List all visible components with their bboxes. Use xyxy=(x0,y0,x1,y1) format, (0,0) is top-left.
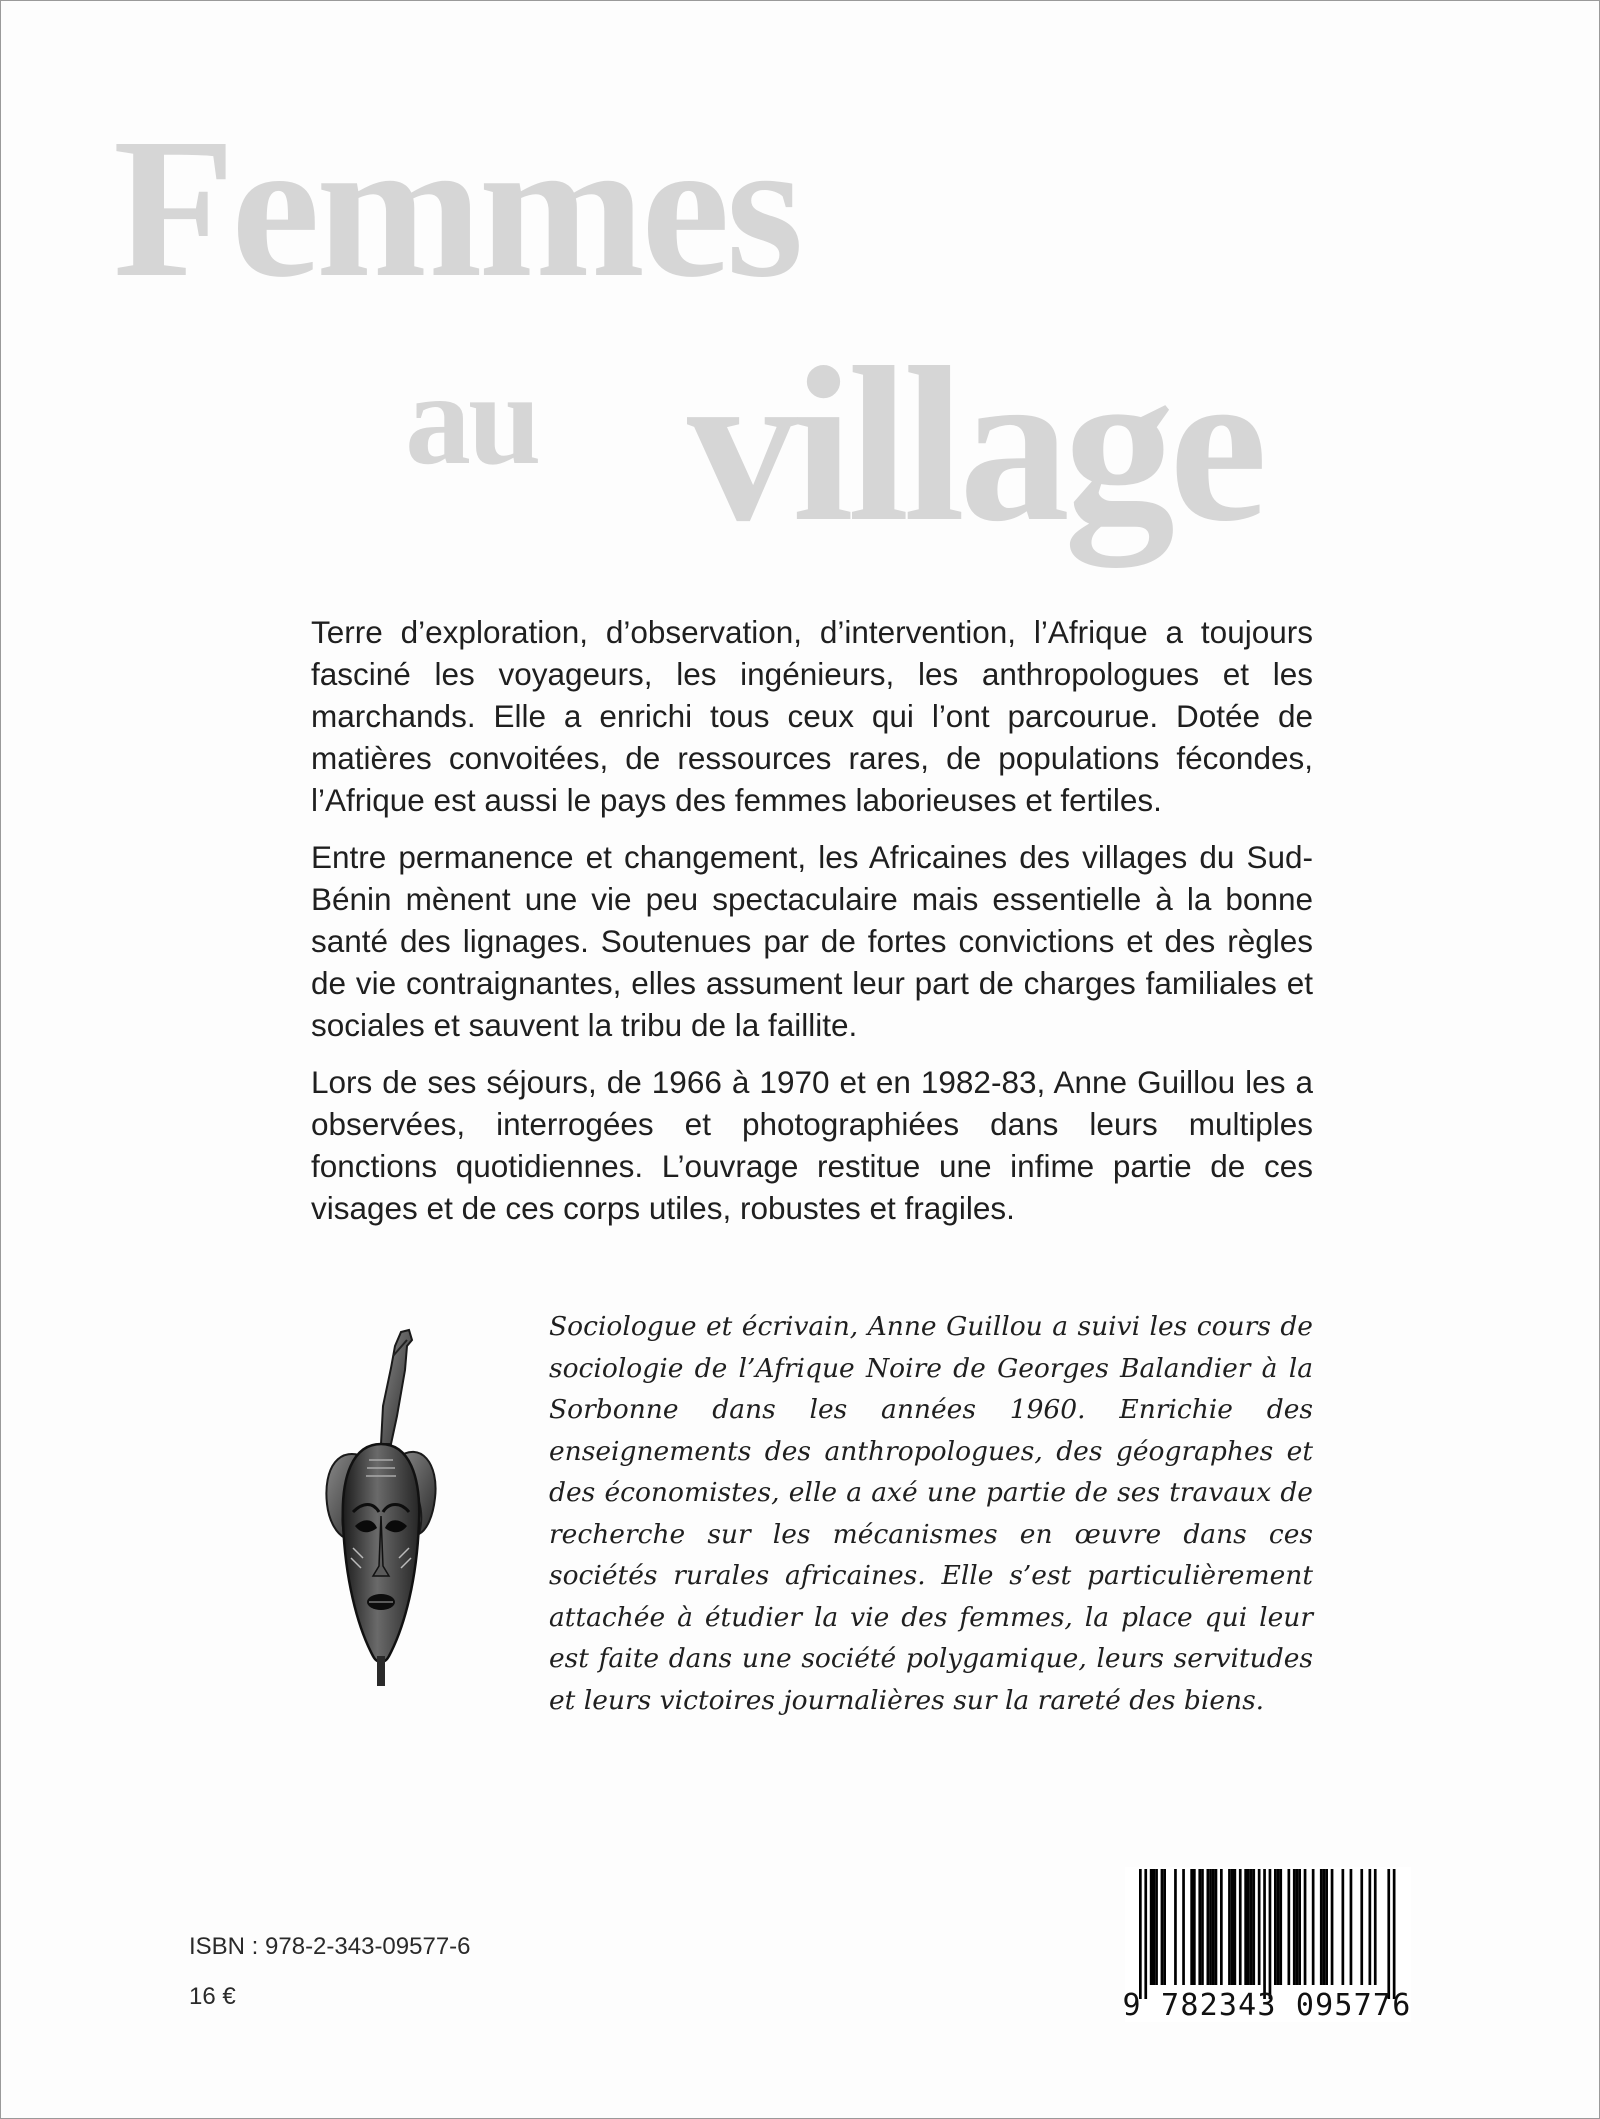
barcode-bar xyxy=(1144,1869,1147,1999)
barcode-bar xyxy=(1393,1869,1396,1999)
barcode-bar xyxy=(1150,1869,1153,1985)
summary-paragraph: Entre permanence et changement, les Africaines des villages du Sud-Bénin mènent une vie peu spectaculaire mais essentielle à la bonne santé des lignages. Soutenues par de fortes convictions et des règles de vie contraignantes, elles assument leur part de charges familiales et sociales et sauvent la tribu de la faillite. xyxy=(311,839,1313,1043)
barcode-bar xyxy=(1304,1869,1307,1985)
barcode-bar xyxy=(1369,1869,1372,1985)
barcode-bar xyxy=(1161,1869,1164,1985)
barcode-bar xyxy=(1293,1869,1296,1985)
barcode-bar xyxy=(1331,1869,1334,1985)
barcode-bar xyxy=(1228,1869,1231,1985)
title-word-au: au xyxy=(405,345,539,492)
barcode-bar xyxy=(1374,1869,1377,1985)
barcode-bar xyxy=(1296,1869,1299,1985)
barcode-bar xyxy=(1288,1869,1291,1985)
barcode-bar xyxy=(1320,1869,1323,1985)
barcode-bar xyxy=(1201,1869,1204,1985)
barcode-bar xyxy=(1220,1869,1223,1985)
barcode-bar xyxy=(1252,1869,1255,1985)
barcode-bar xyxy=(1244,1869,1247,1985)
barcode-bar xyxy=(1312,1869,1315,1985)
barcode-bar xyxy=(1325,1869,1328,1985)
african-mask-icon xyxy=(309,1326,443,1696)
barcode-bar xyxy=(1239,1869,1242,1985)
price-text: 16 € xyxy=(189,1983,236,2010)
barcode-bar xyxy=(1250,1869,1253,1985)
barcode-bar xyxy=(1190,1869,1193,1985)
barcode-bar xyxy=(1163,1869,1166,1985)
barcode-bar xyxy=(1234,1869,1237,1985)
book-summary xyxy=(311,611,1313,1244)
barcode-bar xyxy=(1231,1869,1234,1985)
barcode-bar xyxy=(1155,1869,1158,1985)
barcode-bar xyxy=(1209,1869,1212,1985)
barcode-bar xyxy=(1139,1869,1142,1999)
barcode-bar xyxy=(1193,1869,1196,1985)
barcode-bar xyxy=(1274,1869,1277,1985)
barcode-bar xyxy=(1298,1869,1301,1985)
barcode-bar xyxy=(1198,1869,1201,1985)
barcode-bar xyxy=(1277,1869,1280,1985)
barcode-bar xyxy=(1153,1869,1156,1985)
title-word-femmes: Femmes xyxy=(113,98,800,319)
isbn-text: ISBN : 978-2-343-09577-6 xyxy=(189,1933,471,1960)
barcode-digits: 9 782343 095776 xyxy=(1122,1988,1412,2023)
barcode-bar xyxy=(1360,1869,1363,1985)
author-bio-text: Sociologue et écrivain, Anne Guillou a suivi les cours de sociologie de l’Afrique Noire de Georges Balandier à la Sorbonne dans les années 1960. Enrichie des enseignements des anthropologues, des géographes et des économistes, elle a axé une partie de ses travaux de recherche sur les mécanismes en œuvre dans ces sociétés rurales africaines. Elle s’est particulièrement attachée à étudier la vie des femmes, la place qui leur est faite dans une société polygamique, leurs servitudes et leurs victoires journalières sur la rareté des biens. xyxy=(549,1311,1313,1716)
barcode-bar xyxy=(1174,1869,1177,1985)
barcode-bar xyxy=(1387,1869,1390,1999)
barcode-bar xyxy=(1182,1869,1185,1985)
barcode-bar xyxy=(1258,1869,1261,1985)
barcode-bar xyxy=(1279,1869,1282,1985)
barcode-bar xyxy=(1342,1869,1345,1985)
barcode-bar xyxy=(1247,1869,1250,1985)
barcode-bar xyxy=(1212,1869,1215,1985)
title-word-village: village xyxy=(687,322,1262,568)
summary-paragraph: Terre d’exploration, d’observation, d’intervention, l’Afrique a toujours fasciné les voyageurs, les ingénieurs, les anthropologues et les marchands. Elle a enrichi tous ceux qui l’ont parcourue. Dotée de matières convoitées, de ressources rares, de populations fécondes, l’Afrique est aussi le pays des femmes laborieuses et fertiles. xyxy=(311,614,1313,818)
barcode-bar xyxy=(1269,1869,1272,1999)
barcode-bar xyxy=(1323,1869,1326,1985)
barcode-bar xyxy=(1207,1869,1210,1985)
summary-paragraph: Lors de ses séjours, de 1966 à 1970 et en 1982-83, Anne Guillou les a observées, interrogées et photographiées dans leurs multiples fonctions quotidiennes. L’ouvrage restitue une infime partie de ces visages et de ces corps utiles, robustes et fragiles. xyxy=(311,1064,1313,1226)
barcode-bar xyxy=(1263,1869,1266,1999)
author-bio xyxy=(549,1306,1313,1721)
barcode-bar xyxy=(1350,1869,1353,1985)
barcode-bar xyxy=(1215,1869,1218,1985)
